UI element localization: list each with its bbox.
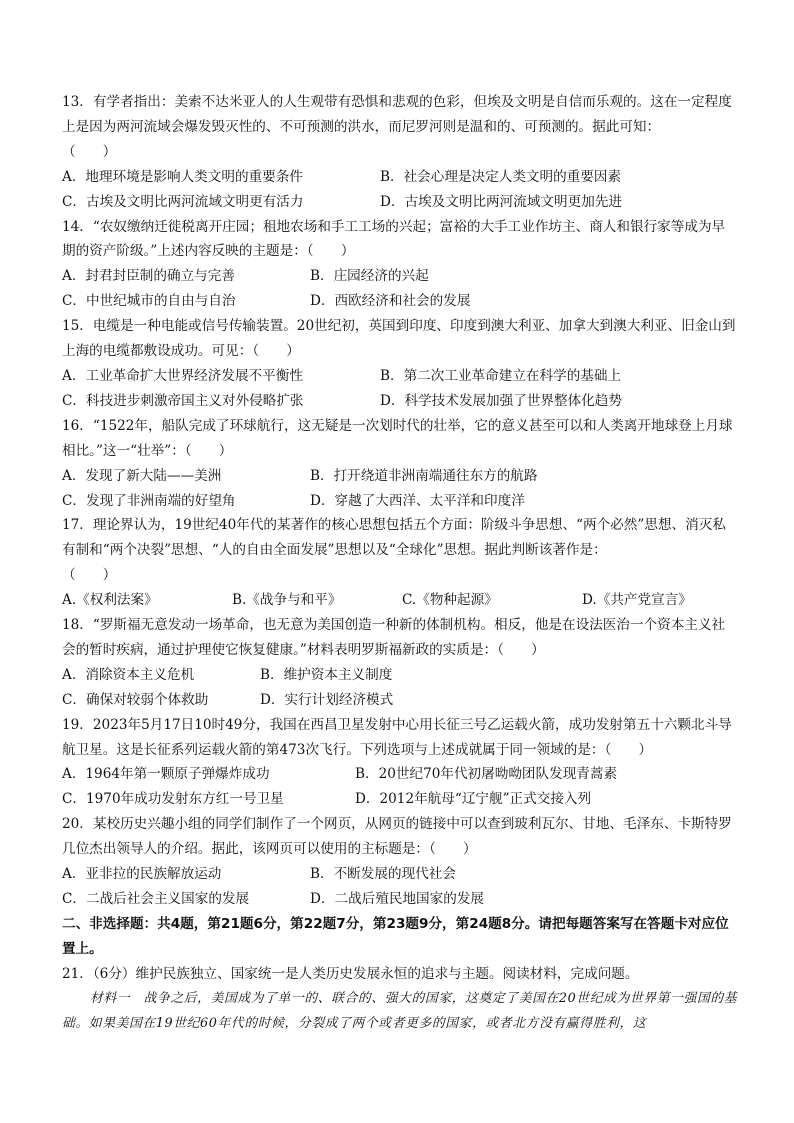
question-14: [62, 215, 738, 315]
option-b: B．维护资本主义制度: [260, 666, 393, 683]
question-19: [62, 713, 738, 813]
question-13: [62, 90, 738, 215]
option-d: D．古埃及文明比两河流域文明更加先进: [380, 193, 622, 210]
question-17: [62, 513, 738, 613]
option-d: D.《共产党宣言》: [582, 592, 692, 609]
option-a: A．1964年第一颗原子弹爆炸成功: [62, 766, 270, 783]
option-b: B．庄园经济的兴起: [310, 268, 429, 285]
option-c: C．确保对较弱个体救助: [62, 691, 209, 708]
question-16: [62, 414, 738, 514]
option-a: A．发现了新大陆——美洲: [62, 467, 222, 484]
option-a: A．亚非拉的民族解放运动: [62, 866, 222, 883]
question-21-stem: 21．（6分）维护民族独立、国家统一是人类历史发展永恒的追求与主题。阅读材料，完成问题。: [62, 965, 639, 982]
material-one: 材料一 战争之后，美国成为了单一的、联合的、强大的国家，这奠定了美国在20世纪成为世界第一强国的基础。如果美国在19世纪60年代的时候，分裂成了两个或者更多的国家，或者北方没有赢得胜利，这: [62, 990, 738, 1031]
option-b: B．第二次工业革命建立在科学的基础上: [380, 367, 622, 384]
option-b: B.《战争与和平》: [232, 592, 342, 609]
option-d: D．科学技术发展加强了世界整体化趋势: [380, 392, 622, 409]
question-stem: 14．“农奴缴纳迁徙税离开庄园；租地农场和手工工场的兴起；富裕的大手工业作坊主、商人和银行家等成为早期的资产阶级。”上述内容反映的主题是：（ ）: [62, 218, 726, 260]
options: [62, 364, 738, 414]
question-stem: 16．“1522年，船队完成了环球航行，这无疑是一次划时代的壮举，它的意义甚至可以和人类离开地球登上月球相比。”这一“壮举”：（ ）: [62, 417, 733, 459]
option-b: B．社会心理是决定人类文明的重要因素: [380, 168, 622, 185]
option-c: C．1970年成功发射东方红一号卫星: [62, 791, 284, 808]
option-b: B．20世纪70年代初屠呦呦团队发现青蒿素: [355, 766, 618, 783]
option-c: C．科技进步刺激帝国主义对外侵略扩张: [62, 392, 304, 409]
section-heading: 二、非选择题：共4题，第21题6分，第22题7分，第23题9分，第24题8分。请把每题答案写在答题卡对应位置上。: [62, 915, 729, 957]
options: [62, 165, 738, 215]
option-d: D．穿越了大西洋、太平洋和印度洋: [310, 492, 525, 509]
options: [62, 264, 738, 314]
option-c: C.《物种起源》: [402, 592, 498, 609]
options: [62, 464, 738, 514]
option-a: A．地理环境是影响人类文明的重要条件: [62, 168, 303, 185]
option-c: C．二战后社会主义国家的发展: [62, 891, 250, 907]
option-c: C．古埃及文明比两河流域文明更有活力: [62, 193, 304, 210]
option-a: A．工业革命扩大世界经济发展不平衡性: [62, 367, 303, 384]
options: [62, 762, 738, 812]
option-c: C．发现了非洲南端的好望角: [62, 492, 236, 509]
exam-page: [62, 90, 738, 1036]
options: [62, 862, 738, 912]
option-d: D．二战后殖民地国家的发展: [310, 891, 485, 907]
question-18: [62, 613, 738, 713]
options: [62, 588, 738, 613]
option-b: B．打开绕道非洲南端通往东方的航路: [310, 467, 538, 484]
option-c: C．中世纪城市的自由与自治: [62, 293, 236, 310]
option-a: A．消除资本主义危机: [62, 666, 195, 683]
option-d: D．2012年航母“辽宁舰”正式交接入列: [355, 791, 592, 808]
answer-blank: （ ）: [62, 143, 117, 160]
option-d: D．实行计划经济模式: [260, 691, 394, 708]
option-b: B．不断发展的现代社会: [310, 866, 456, 883]
question-15: [62, 314, 738, 414]
question-20: [62, 812, 738, 912]
question-stem: 15．电缆是一种电能或信号传输装置。20世纪初，英国到印度、印度到澳大利亚、加拿大到澳大利亚、旧金山到上海的电缆都敷设成功。可见：（ ）: [62, 318, 736, 360]
answer-blank: （ ）: [62, 567, 117, 584]
question-stem: 13．有学者指出：美索不达米亚人的人生观带有恐惧和悲观的色彩，但埃及文明是自信而乐观的。这在一定程度上是因为两河流域会爆发毁灭性的、不可预测的洪水，而尼罗河则是温和的、可预测的。据此可知：: [62, 94, 732, 135]
question-stem: 17．理论界认为，19世纪40年代的某著作的核心思想包括五个方面：阶级斗争思想、“两个必然”思想、消灭私有制和“两个决裂”思想、“人的自由全面发展”思想以及“全球化”思想。据此判断该著作是：: [62, 517, 726, 559]
options: [62, 663, 738, 713]
question-stem: 18．“罗斯福无意发动一场革命，也无意为美国创造一种新的体制机构。相反，他是在设法医治一个资本主义社会的暂时疾病，通过护理使它恢复健康。”材料表明罗斯福新政的实质是：（ ）: [62, 617, 726, 658]
question-stem: 20．某校历史兴趣小组的同学们制作了一个网页，从网页的链接中可以查到玻利瓦尔、甘地、毛泽东、卡斯特罗几位杰出领导人的介绍。据此，该网页可以使用的主标题是：（ ）: [62, 816, 732, 858]
option-a: A.《权利法案》: [62, 592, 158, 609]
question-stem: 19．2023年5月17日10时49分，我国在西昌卫星发射中心用长征三号乙运载火箭，成功发射第五十六颗北斗导航卫星。这是长征系列运载火箭的第473次飞行。下列选项与上述成就属于同一领域的是：（ ）: [62, 716, 732, 758]
option-a: A．封君封臣制的确立与完善: [62, 268, 235, 285]
option-d: D．西欧经济和社会的发展: [310, 293, 471, 310]
